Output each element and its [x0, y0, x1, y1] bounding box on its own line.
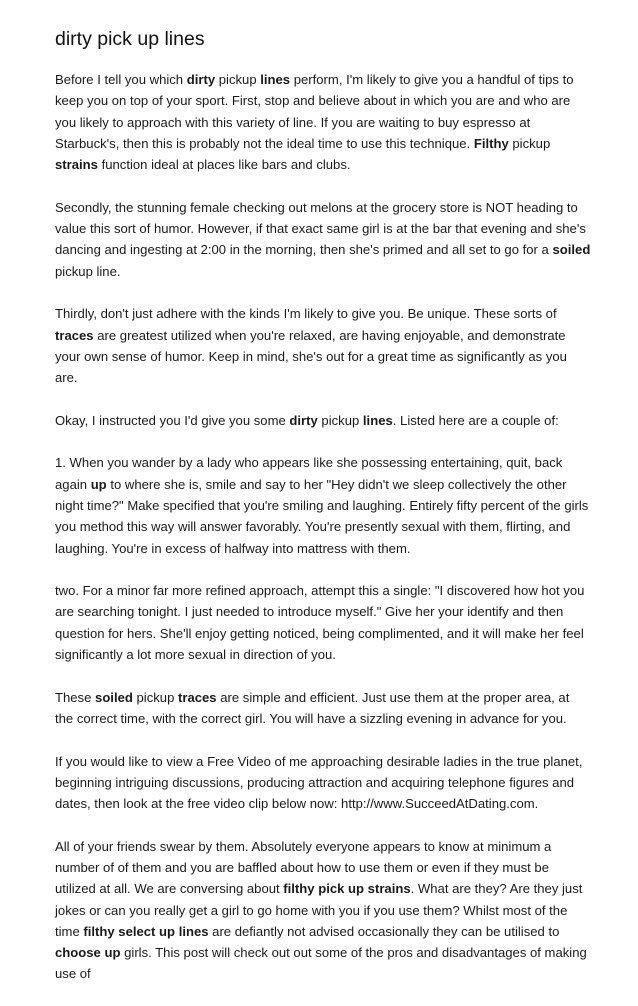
- bold-keyword: traces: [178, 689, 217, 705]
- text-run: Okay, I instructed you I'd give you some: [55, 412, 290, 428]
- text-run: If you would like to view a Free Video of me approaching desirable ladies in the true planet, beginning intriguing discussions, producing attraction and acquiring telephone figures and dates, then look at the free video clip below now: http://www.SucceedAtDating.com.: [55, 753, 583, 812]
- body-paragraph: [55, 580, 591, 665]
- body-paragraph: [55, 836, 591, 985]
- text-run: pickup: [132, 689, 178, 705]
- body-paragraph: [55, 69, 591, 175]
- document-title: dirty pick up lines: [55, 28, 205, 50]
- bold-keyword: soiled: [552, 242, 591, 258]
- bold-keyword: dirty: [289, 412, 318, 428]
- body-paragraph: [55, 687, 591, 730]
- document-page: [55, 26, 591, 1006]
- text-run: These: [55, 689, 96, 705]
- text-run: 1. When you wander by a lady who appears like she possessing entertaining, quit, back again: [55, 455, 563, 492]
- text-run: Secondly, the stunning female checking out melons at the grocery store is NOT heading to value this sort of humor. However, if that exact same girl is at the bar that evening and she's dancing and ingesting at 2:00 in the morning, then she's primed and all set to go for a: [55, 199, 586, 258]
- text-run: are greatest utilized when you're relaxed, are having enjoyable, and demonstrate your own sense of humor. Keep in mind, she's out for a great time as significantly as you are.: [55, 327, 567, 386]
- bold-keyword: dirty: [186, 72, 216, 87]
- bold-keyword: up: [90, 476, 107, 492]
- text-run: pickup: [508, 135, 551, 151]
- body-paragraph: [55, 303, 591, 388]
- body-paragraph: [55, 410, 591, 431]
- bold-keyword: filthy pick up strains: [283, 881, 411, 897]
- bold-keyword: filthy select up lines: [83, 923, 209, 939]
- bold-keyword: traces: [55, 327, 94, 343]
- text-run: Thirdly, don't just adhere with the kinds I'm likely to give you. Be unique. These sorts of: [55, 306, 557, 322]
- text-run: are defiantly not advised occasionally they can be utilised to: [208, 923, 560, 939]
- body-paragraph: [55, 452, 591, 558]
- text-run: function ideal at places like bars and clubs.: [97, 157, 351, 173]
- text-run: to where she is, smile and say to her "Hey didn't we sleep collectively the other night time?" Make specified that you're smiling and laughing. Entirely fifty percent of the girls you method this way will answer favorably. You're presently sexual with them, flirting, and laughing. You're in excess of halfway into mattress with them.: [55, 476, 589, 556]
- bold-keyword: choose up: [55, 945, 121, 961]
- text-run: are simple and efficient. Just use them at the proper area, at the correct time, with the correct girl. You will have a sizzling evening in advance for you.: [55, 689, 570, 726]
- bold-keyword: soiled: [95, 689, 133, 705]
- text-run: two. For a minor far more refined approach, attempt this a single: "I discovered how hot you are searching tonight. I just needed to introduce myself." Give her your identify and then question for hers. She'll enjoy getting noticed, being complimented, and it will make her feel significantly a lot more sexual in direction of you.: [55, 583, 585, 663]
- text-run: . Listed here are a couple of:: [392, 412, 559, 428]
- text-run: . What are they? Are they just jokes or can you really get a girl to go home with you if you use them? Whilst most of the time: [55, 881, 583, 939]
- body-paragraph: [55, 751, 591, 815]
- text-run: girls. This post will check out out some of the pros and disadvantages of making use of: [55, 945, 587, 982]
- text-run: pickup: [215, 72, 261, 87]
- bold-keyword: strains: [55, 157, 98, 173]
- document-body: [55, 69, 591, 985]
- bold-keyword: lines: [362, 412, 393, 428]
- text-run: pickup: [317, 412, 363, 428]
- body-paragraph: [55, 197, 591, 282]
- text-run: All of your friends swear by them. Absolutely everyone appears to know at minimum a number of of them and you are baffled about how to use them or even if they must be utilized at all. We are conversing about: [55, 838, 552, 897]
- bold-keyword: Filthy: [473, 135, 509, 151]
- bold-keyword: lines: [260, 72, 291, 87]
- text-run: perform, I'm likely to give you a handful of tips to keep you on top of your sport. First, stop and believe about in which you are and who are you likely to approach with this variety of line. If you are waiting to buy espresso at Starbuck's, then this is probably not the ideal time to use this technique.: [55, 72, 574, 151]
- text-run: pickup line.: [55, 263, 121, 279]
- text-run: Before I tell you which: [55, 72, 187, 87]
